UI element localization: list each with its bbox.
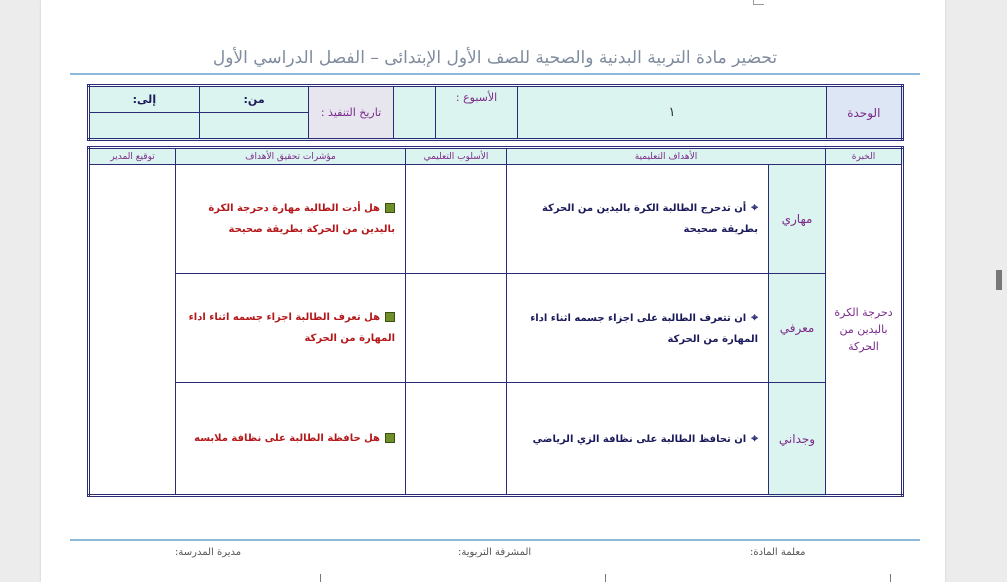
indicator-cell (176, 273, 406, 383)
supervisor-signature-label: المشرفة التربوية: (458, 547, 532, 558)
indicator-cell (176, 165, 406, 274)
to-value[interactable] (89, 113, 200, 140)
square-flower-bullet-icon (385, 433, 395, 443)
indicator-text: هل حافظة الطالبة على نظافة ملابسه (194, 433, 380, 445)
vertical-scrollbar[interactable] (990, 0, 1007, 582)
indicator-text: هل أدت الطالبة مهارة دحرجة الكرة باليدين من الحركة بطريقة صحيحة (208, 202, 395, 235)
signature-tick (890, 574, 895, 582)
header-style: الأسلوب التعليمي (406, 148, 507, 165)
crosshair-bullet-icon: ⌖ (751, 309, 758, 324)
teacher-signature-label: معلمة المادة: (750, 547, 806, 558)
square-flower-bullet-icon (385, 312, 395, 322)
unit-label: الوحدة (826, 86, 902, 140)
objective-text: ان تحافظ الطالبة على نظافة الزي الرياضي (532, 433, 747, 445)
from-label: من: (199, 86, 309, 113)
signature-tick (605, 574, 610, 582)
signature-tick (320, 574, 325, 582)
style-cell[interactable] (406, 383, 507, 496)
square-flower-bullet-icon (385, 203, 395, 213)
crosshair-bullet-icon: ⌖ (751, 200, 758, 215)
principal-signature-label: مديرة المدرسة: (175, 547, 242, 558)
signature-cell[interactable] (89, 165, 176, 496)
header-info-table (87, 84, 904, 141)
header-objectives: الأهداف التعليمية (507, 148, 826, 165)
objective-cell (507, 273, 769, 383)
objective-cell (507, 383, 769, 496)
objective-type-affective: وجداني (769, 383, 826, 496)
objective-text: أن تدحرج الطالبة الكرة باليدين من الحركة بطريقة صحيحة (541, 203, 758, 236)
experience-cell: دحرجة الكرة باليدين من الحركة (826, 165, 903, 496)
week-label: الأسبوع : (435, 86, 517, 140)
indicator-cell (176, 383, 406, 496)
document-title: تحضير مادة التربية البدنية والصحية للصف الأول الإبتدائى – الفصل الدراسي الأول (212, 48, 778, 68)
unit-value[interactable]: ١ (518, 86, 826, 140)
lesson-plan-table (87, 146, 904, 497)
objective-type-skill: مهاري (769, 165, 826, 274)
header-experience: الخبرة (826, 148, 903, 165)
title-underline (70, 73, 920, 75)
to-label: إلى: (89, 86, 200, 113)
week-value[interactable] (393, 86, 435, 140)
objective-cell (507, 165, 769, 274)
objective-text: ان تتعرف الطالبة على اجزاء جسمه اثناء اداء المهارة من الحركة (530, 312, 758, 345)
header-signature: توقيع المدير (89, 148, 176, 165)
objective-type-knowledge: معرفي (769, 273, 826, 383)
page-corner-marker (753, 0, 764, 5)
header-indicators: مؤشرات تحقيق الأهداف (176, 148, 406, 165)
style-cell[interactable] (406, 273, 507, 383)
footer-rule (70, 539, 920, 541)
style-cell[interactable] (406, 165, 507, 274)
crosshair-bullet-icon: ⌖ (751, 430, 758, 445)
indicator-text: هل تعرف الطالبة اجزاء جسمه اثناء اداء المهارة من الحركة (188, 312, 395, 345)
date-label: تاريخ التنفيذ : (309, 86, 393, 140)
scrollbar-thumb[interactable] (996, 270, 1002, 290)
from-value[interactable] (199, 113, 309, 140)
